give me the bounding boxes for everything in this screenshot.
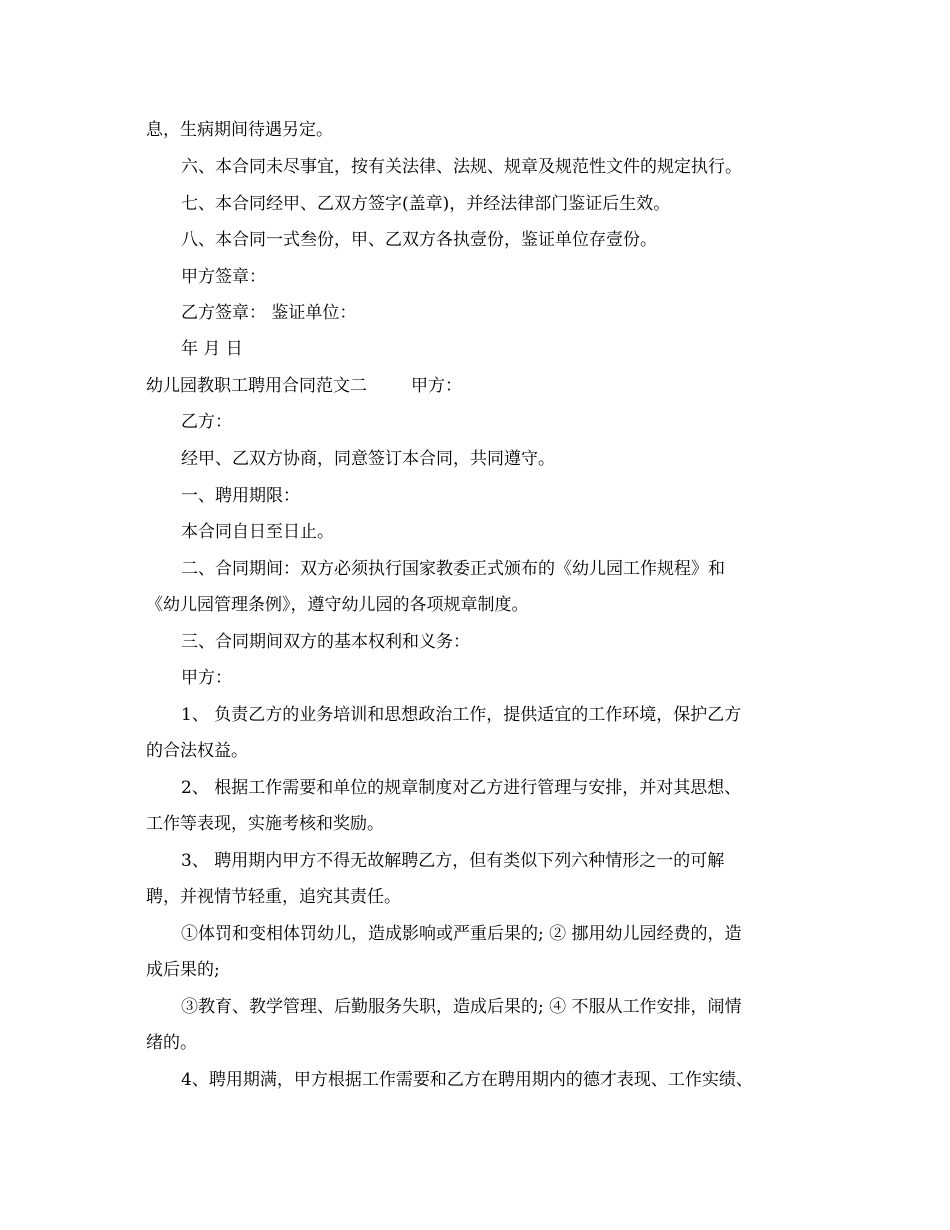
circumstance-3-4-line-2: 绪的。	[146, 1033, 197, 1053]
party-b-signature-line: 乙方签章： 鉴证单位：	[181, 303, 357, 323]
item-1-line-1: 1、 负责乙方的业务培训和思想政治工作，提供适宜的工作环境，保护乙方	[181, 705, 742, 725]
party-b-label: 乙方：	[181, 412, 232, 432]
clause-eight: 八、本合同一式叁份，甲、乙双方各执壹份，鉴证单位存壹份。	[181, 230, 657, 250]
contract-period-line-2: 《幼儿园管理条例》，遵守幼儿园的各项规章制度。	[146, 595, 529, 615]
circumstance-1-2-line-2: 成后果的;	[146, 960, 220, 980]
item-3-line-2: 聘，并视情节轻重，追究其责任。	[146, 887, 401, 907]
circumstance-1-2-line-1: ①体罚和变相体罚幼儿，造成影响或严重后果的; ② 挪用幼儿园经费的，造	[181, 924, 742, 944]
term-text: 本合同自日至日止。	[181, 522, 334, 542]
contract-period-line-1: 二、合同期间：双方必须执行国家教委正式颁布的《幼儿园工作规程》和	[181, 559, 725, 579]
date-line: 年 月 日	[181, 339, 243, 359]
party-a-signature-line: 甲方签章：	[181, 267, 266, 287]
section-title: 幼儿园教职工聘用合同范文二	[146, 376, 367, 396]
item-4-line-1: 4、聘用期满，甲方根据工作需要和乙方在聘用期内的德才表现、工作实绩、	[181, 1070, 753, 1090]
rights-heading: 三、合同期间双方的基本权利和义务：	[181, 632, 470, 652]
clause-six: 六、本合同未尽事宜，按有关法律、法规、规章及规范性文件的规定执行。	[181, 157, 742, 177]
item-2-line-1: 2、 根据工作需要和单位的规章制度对乙方进行管理与安排，并对其思想、	[181, 778, 742, 798]
paragraph-line: 息，生病期间待遇另定。	[146, 120, 333, 140]
party-a-subheading: 甲方：	[181, 668, 232, 688]
item-1-line-2: 的合法权益。	[146, 741, 248, 761]
item-2-line-2: 工作等表现，实施考核和奖励。	[146, 814, 384, 834]
item-3-line-1: 3、 聘用期内甲方不得无故解聘乙方，但有类似下列六种情形之一的可解	[181, 851, 725, 871]
agreement-statement: 经甲、乙双方协商，同意签订本合同，共同遵守。	[181, 449, 555, 469]
party-a-label: 甲方：	[411, 376, 462, 396]
circumstance-3-4-line-1: ③教育、教学管理、后勤服务失职，造成后果的; ④ 不服从工作安排，闹情	[181, 997, 742, 1017]
term-heading: 一、聘用期限：	[181, 486, 300, 506]
clause-seven: 七、本合同经甲、乙双方签字(盖章)，并经法律部门鉴证后生效。	[181, 194, 671, 214]
section-heading-line	[146, 374, 806, 398]
